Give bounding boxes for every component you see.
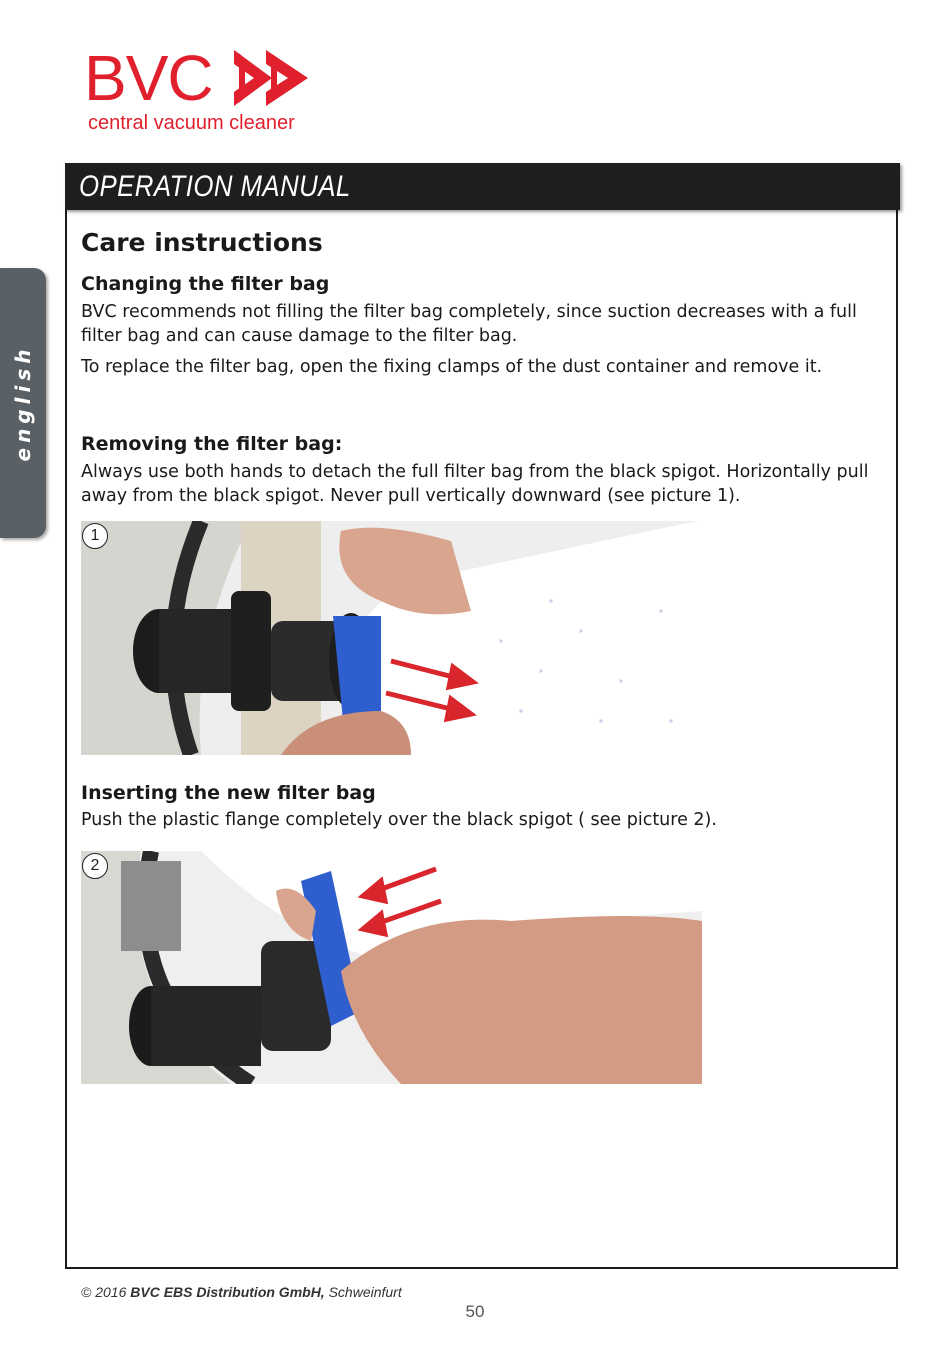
removing-paragraph: Always use both hands to detach the full filter bag from the black spigot. Horizontally pull away from the black spigot. Never pull vertically downward (see picture 1). bbox=[81, 462, 869, 506]
footer-copyright bbox=[81, 1284, 402, 1300]
language-tab bbox=[0, 268, 46, 538]
header-bar bbox=[65, 163, 900, 210]
company-name: BVC EBS Distribution GmbH, bbox=[130, 1284, 325, 1300]
photo-inserting-filter-bag-icon bbox=[81, 851, 702, 1084]
photo-removing-filter-bag-icon bbox=[81, 521, 697, 755]
brand-tagline: central vacuum cleaner bbox=[88, 112, 295, 134]
brand-logo bbox=[84, 42, 324, 138]
language-tab-label: english bbox=[11, 344, 35, 462]
picture-1 bbox=[81, 521, 697, 755]
inserting-filter-bag-heading: Inserting the new filter bag bbox=[81, 782, 376, 804]
header-title: OPERATION MANUAL bbox=[79, 170, 351, 203]
changing-paragraph-2: To replace the filter bag, open the fixing clamps of the dust container and remove it. bbox=[81, 357, 823, 377]
brand-arrow-icon bbox=[232, 46, 322, 110]
changing-filter-bag-heading: Changing the filter bag bbox=[81, 273, 330, 295]
brand-name: BVC bbox=[84, 42, 213, 114]
picture-2-number: 2 bbox=[82, 853, 108, 879]
inserting-paragraph: Push the plastic flange completely over the black spigot ( see picture 2). bbox=[81, 810, 717, 830]
removing-filter-bag-heading: Removing the filter bag: bbox=[81, 433, 343, 455]
copyright-prefix: © 2016 bbox=[81, 1284, 131, 1300]
picture-2 bbox=[81, 851, 702, 1084]
page-number: 50 bbox=[465, 1302, 485, 1321]
section-title: Care instructions bbox=[81, 228, 323, 257]
company-city: Schweinfurt bbox=[324, 1284, 402, 1300]
picture-1-number: 1 bbox=[82, 523, 108, 549]
changing-paragraph-1: BVC recommends not filling the filter bag completely, since suction decreases with a full filter bag and can cause damage to the filter bag. bbox=[81, 302, 857, 346]
